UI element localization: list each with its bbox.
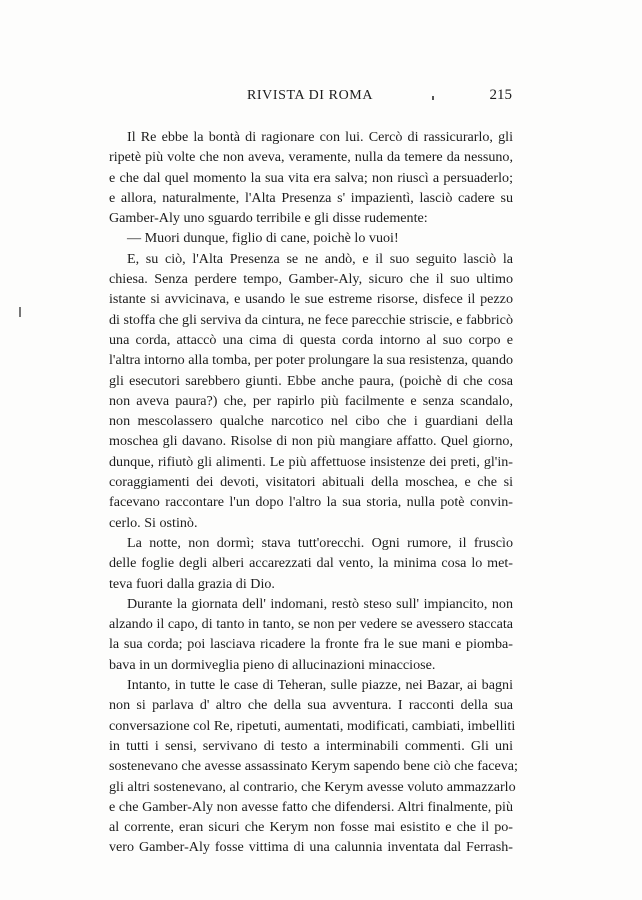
text-line: cerlo. Si ostinò. bbox=[109, 514, 198, 531]
text-line: moschea gli davano. Risolse di non più mangiare affatto. Quel giorno, bbox=[109, 433, 513, 450]
text-line: — Muori dunque, figlio di cane, poichè lo vuoi! bbox=[127, 230, 399, 247]
text-line: ripetè più volte che non aveva, veramente, nulla da temere da nessuno, bbox=[109, 149, 513, 166]
text-line: bava in un dormiveglia pieno di allucinazioni minacciose. bbox=[109, 656, 436, 673]
margin-mark bbox=[19, 307, 21, 317]
text-line: coraggiamenti dei devoti, visitatori abituali della moschea, e che si bbox=[109, 474, 513, 491]
text-line: in tutti i sensi, servivano di testo a interminabili commenti. Gli uni bbox=[109, 737, 513, 754]
text-line: l'altra intorno alla tomba, per poter prolungare la sua resistenza, quando bbox=[109, 352, 514, 369]
text-line: al corrente, eran sicuri che Kerym non fosse mai esistito e che il po- bbox=[109, 819, 513, 836]
text-line: gli esecutori sarebbero giunti. Ebbe anche paura, (poichè di che cosa bbox=[109, 372, 513, 389]
text-line: gli altri sostenevano, al contrario, che Kerym avesse voluto ammazzarlo bbox=[109, 778, 516, 795]
text-line: non si parlava d' altro che della sua avventura. I racconti della sua bbox=[109, 697, 513, 714]
text-line: teva fuori dalla grazia di Dio. bbox=[109, 575, 275, 592]
text-line: e che dal quel momento la sua vita era salva; non riuscì a persuaderlo; bbox=[109, 169, 513, 186]
text-line: non aveva paura?) che, per rapirlo più facilmente e senza scandalo, bbox=[109, 392, 513, 409]
text-line: Intanto, in tutte le case di Teheran, sulle piazze, nei Bazar, ai bagni bbox=[127, 677, 513, 694]
text-line: dunque, rifiutò gli alimenti. Le più affettuose insistenze dei preti, gl'in- bbox=[109, 453, 513, 470]
text-line: alzando il capo, di tanto in tanto, se non per vedere se avessero staccata bbox=[109, 616, 513, 633]
text-line: chiesa. Senza perdere tempo, Gamber-Aly, sicuro che il suo ultimo bbox=[109, 271, 513, 288]
text-line: la sua corda; poi lasciava ricadere la fronte fra le sue mani e piomba- bbox=[109, 636, 513, 653]
running-head bbox=[108, 88, 512, 110]
text-line: istante si avvicinava, e usando le sue estreme risorse, disfece il pezzo bbox=[109, 291, 513, 308]
text-line: e allora, naturalmente, l'Alta Presenza s' impazientì, lasciò cadere su bbox=[109, 189, 513, 206]
text-line: Durante la giornata dell' indomani, restò steso sull' impiancito, non bbox=[127, 595, 513, 612]
text-line: vero Gamber-Aly fosse vittima di una calunnia inventata dal Ferrash- bbox=[109, 839, 513, 856]
body-text bbox=[109, 127, 518, 858]
text-line: delle foglie degli alberi accarezzati dal vento, la minima cosa lo met- bbox=[109, 555, 513, 572]
text-line: Gamber-Aly uno sguardo terribile e gli disse rudemente: bbox=[109, 210, 428, 227]
journal-title: RIVISTA DI ROMA bbox=[246, 88, 374, 103]
text-line: sostenevano che avesse assassinato Kerym sapendo bene ciò che faceva; bbox=[109, 758, 518, 775]
page-number: 215 bbox=[489, 87, 512, 103]
text-line: non mescolassero qualche narcotico nel cibo che i guardiani della bbox=[109, 413, 513, 430]
text-line: di stoffa che gli serviva da cintura, ne fece parecchie striscie, e fabbricò bbox=[109, 311, 513, 328]
text-line: La notte, non dormì; stava tutt'orecchi. Ogni rumore, il fruscìo bbox=[127, 534, 513, 551]
text-line: una corda, attaccò una cima di questa corda intorno al suo corpo e bbox=[109, 331, 513, 348]
text-line: facevano raccontare l'un dopo l'altro la sua storia, nulla potè convin- bbox=[109, 494, 513, 511]
text-line: E, su ciò, l'Alta Presenza se ne andò, e il suo seguito lasciò la bbox=[127, 250, 513, 267]
text-line: conversazione col Re, ripetuti, aumentati, modificati, cambiati, imbelliti bbox=[109, 717, 516, 734]
text-line: Il Re ebbe la bontà di ragionare con lui. Cercò di rassicurarlo, gli bbox=[127, 129, 513, 145]
ink-speck bbox=[432, 96, 434, 100]
text-line: e che Gamber-Aly non avesse fatto che difendersi. Altri finalmente, più bbox=[109, 798, 513, 815]
